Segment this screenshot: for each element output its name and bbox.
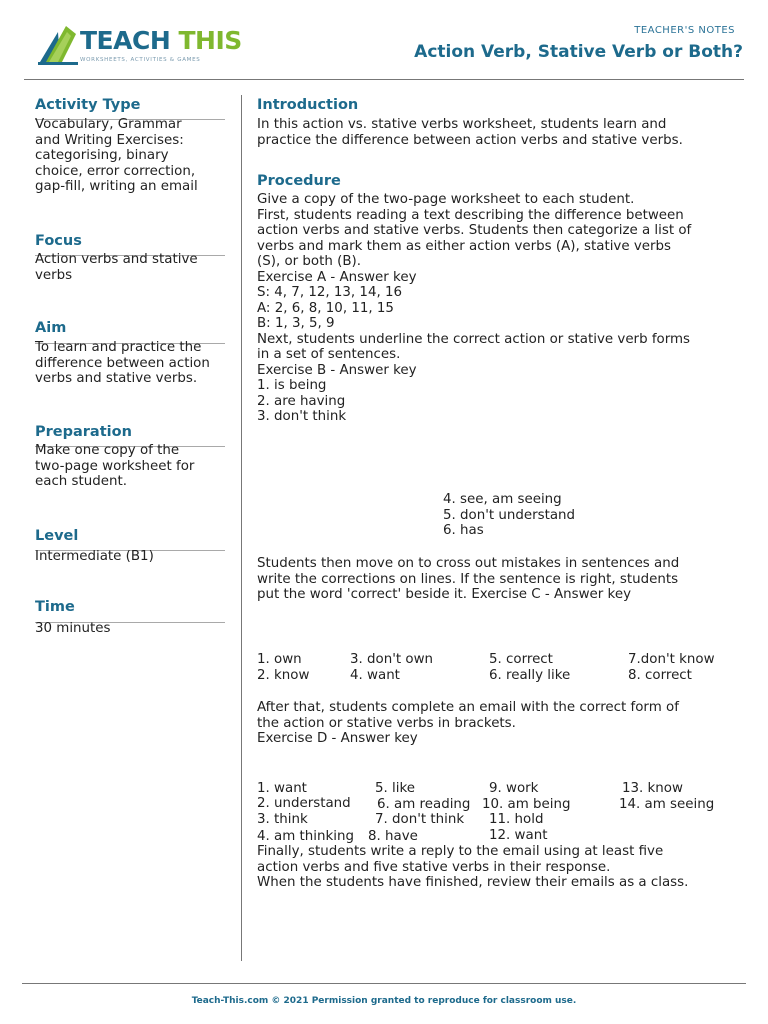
exercise-b-answers-continued: 4. see, am seeing 5. don't understand 6. has <box>443 492 576 538</box>
exercise-c-answer-col-4: 7.don't know 8. correct <box>628 652 715 683</box>
exercise-d-answer: 12. want <box>489 828 548 843</box>
activity-type-heading: Activity Type <box>35 97 141 113</box>
teachers-notes-label: TEACHER'S NOTES <box>634 25 735 36</box>
time-text: 30 minutes <box>35 621 111 636</box>
preparation-text: Make one copy of the two-page worksheet for each student. <box>35 443 195 489</box>
page-title: Action Verb, Stative Verb or Both? <box>414 42 743 62</box>
exercise-d-answer: 3. think <box>257 812 308 827</box>
brand-tagline: WORKSHEETS, ACTIVITIES & GAMES <box>80 57 201 63</box>
exercise-d-answer: 11. hold <box>489 812 544 827</box>
footer-divider <box>22 983 746 984</box>
teach-this-logo <box>36 24 80 68</box>
level-text: Intermediate (B1) <box>35 549 154 564</box>
procedure-text: Give a copy of the two-page worksheet to each student. First, students reading a text describing the difference between action verbs and stative verbs. Students then categorize a list of verbs and mark them as either action verbs (A), stative verbs (S), or both (B). Exercise A - Answer key S: 4, 7, 12, 13, 14, 16 A: 2, 6, 8, 10, 11, 15 B: 1, 3, 5, 9 Next, students underline the correct action or stative verb forms in a set of sentences. Exercise B - Answer key 1. is being 2. are having 3. don't think <box>257 192 692 424</box>
focus-heading: Focus <box>35 233 82 249</box>
procedure-heading: Procedure <box>257 173 341 189</box>
final-instructions: Finally, students write a reply to the email using at least five action verbs and five stative verbs in their response. When the students have finished, review their emails as a class. <box>257 844 689 890</box>
time-heading: Time <box>35 599 75 615</box>
exercise-d-answer: 5. like <box>375 781 415 796</box>
aim-text: To learn and practice the difference between action verbs and stative verbs. <box>35 340 210 386</box>
introduction-heading: Introduction <box>257 97 359 113</box>
exercise-d-answer: 2. understand <box>257 796 351 811</box>
exercise-d-answer: 14. am seeing <box>619 797 715 812</box>
introduction-text: In this action vs. stative verbs worksheet, students learn and practice the difference between action verbs and stative verbs. <box>257 117 683 148</box>
exercise-d-text: After that, students complete an email with the correct form of the action or stative verbs in brackets. Exercise D - Answer key <box>257 700 679 746</box>
exercise-d-answer: 7. don't think <box>375 812 465 827</box>
aim-heading: Aim <box>35 320 67 336</box>
activity-type-text: Vocabulary, Grammar and Writing Exercises: categorising, binary choice, error correction, gap-fill, writing an email <box>35 117 198 194</box>
brand-name: TEACH THIS <box>80 26 242 55</box>
focus-text: Action verbs and stative verbs <box>35 252 198 283</box>
exercise-d-answer: 4. am thinking <box>257 829 354 844</box>
exercise-d-answer: 1. want <box>257 781 307 796</box>
exercise-c-answer-col-1: 1. own 2. know <box>257 652 310 683</box>
exercise-c-answer-col-3: 5. correct 6. really like <box>489 652 571 683</box>
exercise-d-answer: 10. am being <box>482 797 571 812</box>
exercise-d-answer: 9. work <box>489 781 539 796</box>
exercise-c-text: Students then move on to cross out mistakes in sentences and write the corrections on lines. If the sentence is right, students put the word 'correct' beside it. Exercise C - Answer key <box>257 556 680 602</box>
level-heading: Level <box>35 528 79 544</box>
header-divider <box>24 79 744 80</box>
footer-copyright: Teach-This.com © 2021 Permission granted to reproduce for classroom use. <box>191 996 577 1006</box>
preparation-heading: Preparation <box>35 424 132 440</box>
exercise-d-answer: 13. know <box>622 781 683 796</box>
exercise-c-answer-col-2: 3. don't own 4. want <box>350 652 434 683</box>
exercise-d-answer: 8. have <box>368 829 418 844</box>
exercise-d-answer: 6. am reading <box>377 797 471 812</box>
column-divider <box>241 95 242 961</box>
